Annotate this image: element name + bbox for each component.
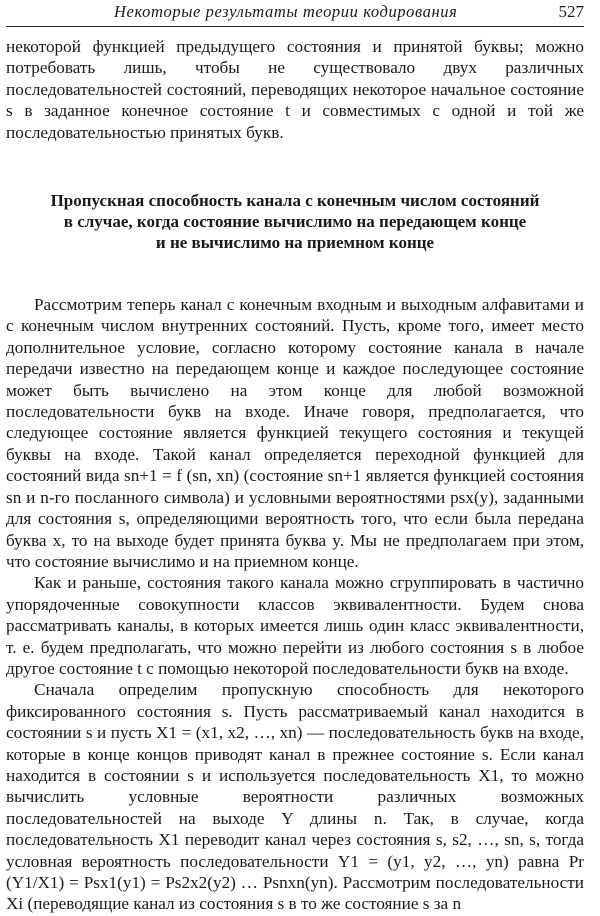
section-title-line: и не вычислимо на приемном конце bbox=[155, 233, 435, 253]
section-title-line: Пропускная способность канала с конечным числом состояний bbox=[50, 191, 540, 211]
running-title: Некоторые результаты теории кодирования bbox=[114, 2, 458, 21]
page-header bbox=[6, 0, 584, 27]
section-title-line: в случае, когда состояние вычислимо на передающем конце bbox=[63, 212, 527, 232]
paragraph-continuation: некоторой функцией предыдущего состояния и принятой буквы; можно потребовать лишь, чтобы не существовало двух различных последовательностей состояний, переводящих некоторое начальное состояние s в заданное конечное состояние t и совместимых с одной и той же последовательностью принятых букв. bbox=[6, 37, 584, 142]
page-body bbox=[6, 36, 584, 915]
section-title bbox=[18, 190, 572, 253]
paragraph: Как и раньше, состояния такого канала можно сгруппировать в частично упорядоченные совокупности классов эквивалентности. Будем снова рассматривать каналы, в которых имеется лишь один класс эквивалентности, т. е. будем предполагать, что можно перейти из любого состояния s в любое другое состояние t с помощью некоторой последовательности букв на входе. bbox=[6, 573, 584, 678]
page-number: 527 bbox=[558, 2, 584, 21]
paragraph: Рассмотрим теперь канал с конечным входным и выходным алфавитами и с конечным числом внутренних состояний. Пусть, кроме того, имеет место дополнительное условие, согласно которому состояние канала в начале передачи известно на передающем конце и каждое последующее состояние может быть вычислено на этом конце для любой возможной последовательности букв на входе. Иначе говоря, предполагается, что следующее состояние является функцией текущего состояния и текущей буквы на входе. Такой канал определяется переходной функцией для состояний вида sn+1 = f (sn, xn) (состояние sn+1 является функцией состояния sn и n-го посланного символа) и условными вероятностями psx(y), заданными для состояния s, определяющими вероятность того, что если была передана буква x, то на выходе будет принята буква y. Мы не предполагаем при этом, что состояние вычислимо и на приемном конце. bbox=[6, 295, 584, 571]
paragraph: Сначала определим пропускную способность для некоторого фиксированного состояния s. Пусть рассматриваемый канал находится в состоянии s и пусть X1 = (x1, x2, …, xn) — последовательность букв на входе, которые в конце концов приводят канал в прежнее состояние s. Если канал находится в состоянии s и используется последовательность X1, то можно вычислить условные вероятности различных возможных последовательностей на выходе Y длины n. Так, в случае, когда последовательность X1 переводит канал через состояния s, s2, …, sn, s, тогда условная вероятность последовательности Y1 = (y1, y2, …, yn) равна Pr (Y1/X1) = Psx1(y1) = Ps2x2(y2) … Psnxn(yn). Рассмотрим последовательности Xi (переводящие канал из состояния s в то же состояние s за n bbox=[6, 680, 584, 914]
